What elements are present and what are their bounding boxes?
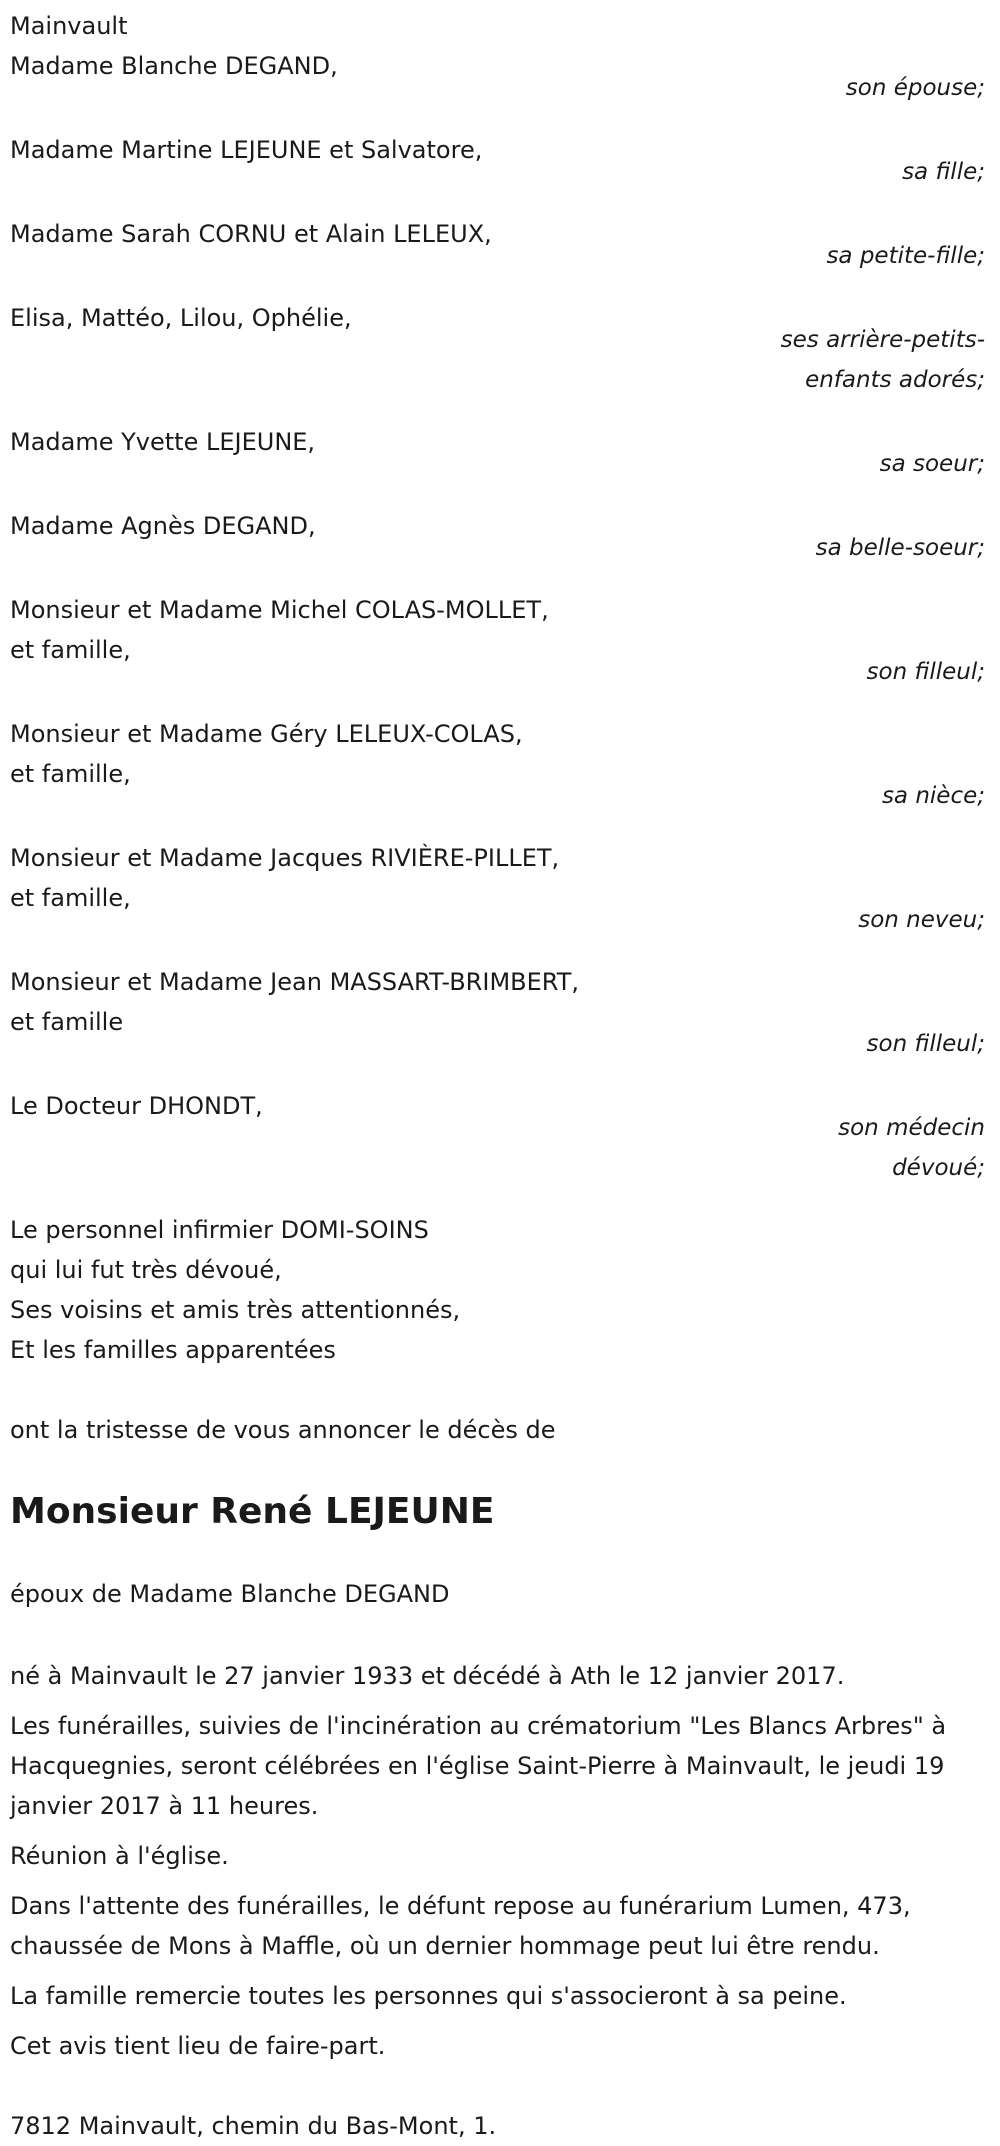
relative-role: sa belle-soeur;: [815, 535, 985, 561]
relative-row: [10, 590, 985, 692]
relative-name: Elisa, Mattéo, Lilou, Ophélie,: [10, 304, 352, 332]
relative-row: [10, 130, 985, 192]
relative-name: Madame Sarah CORNU et Alain LELEUX,: [10, 220, 492, 248]
detail-paragraph: Les funérailles, suivies de l'incinération au crématorium "Les Blancs Arbres" à Hacquegnies, seront célébrées en l'église Saint-Pierre à Mainvault, le jeudi 19 janvier 2017 à 11 heures.: [10, 1712, 947, 1820]
deceased-name: Monsieur René LEJEUNE: [10, 1491, 495, 1532]
spouse-line: époux de Madame Blanche DEGAND: [10, 1580, 450, 1608]
relative-name-line: Monsieur et Madame Jean MASSART-BRIMBERT,: [10, 968, 579, 996]
relative-row: [10, 714, 985, 816]
relative-row: [10, 214, 985, 276]
relative-row: [10, 46, 985, 108]
family-address: 7812 Mainvault, chemin du Bas-Mont, 1.: [10, 2112, 497, 2140]
other-mourner-line: Et les familles apparentées: [10, 1336, 336, 1364]
relative-name: Madame Martine LEJEUNE et Salvatore,: [10, 136, 483, 164]
relative-role: son épouse;: [845, 75, 985, 101]
relative-name: Madame Yvette LEJEUNE,: [10, 428, 316, 456]
relative-name-line: Monsieur et Madame Jacques RIVIÈRE-PILLET,: [10, 844, 560, 872]
relative-name: [10, 714, 755, 816]
relative-name: [10, 838, 755, 940]
relative-role: ses arrière-petits-enfants adorés;: [780, 327, 985, 393]
relative-name: [10, 962, 755, 1064]
relative-name-line: et famille: [10, 1008, 124, 1036]
relatives-list: [10, 46, 985, 1188]
relative-name-line: Monsieur et Madame Géry LELEUX-COLAS,: [10, 720, 523, 748]
relative-name: Madame Agnès DEGAND,: [10, 512, 316, 540]
relative-name-line: et famille,: [10, 760, 131, 788]
relative-name: Madame Blanche DEGAND,: [10, 52, 338, 80]
relative-name: Le Docteur DHONDT,: [10, 1092, 263, 1120]
other-mourner-line: qui lui fut très dévoué,: [10, 1256, 282, 1284]
funeral-details: [10, 1656, 985, 2066]
relative-row: [10, 422, 985, 484]
announcement-text: ont la tristesse de vous annoncer le décès de: [10, 1416, 556, 1444]
relative-name-line: et famille,: [10, 636, 131, 664]
relative-name: [10, 590, 755, 692]
other-mourners: [10, 1210, 985, 1370]
relative-name-line: et famille,: [10, 884, 131, 912]
other-mourner-line: Le personnel infirmier DOMI-SOINS: [10, 1216, 429, 1244]
detail-paragraph: La famille remercie toutes les personnes qui s'associeront à sa peine.: [10, 1982, 847, 2010]
relative-role: sa fille;: [902, 159, 985, 185]
relative-role: sa soeur;: [879, 451, 985, 477]
relative-row: [10, 1086, 985, 1188]
detail-paragraph: Réunion à l'église.: [10, 1842, 229, 1870]
relative-row: [10, 506, 985, 568]
detail-paragraph: Dans l'attente des funérailles, le défunt repose au funérarium Lumen, 473, chaussée de Mons à Maffle, où un dernier hommage peut lui être rendu.: [10, 1892, 911, 1960]
detail-paragraph: né à Mainvault le 27 janvier 1933 et décédé à Ath le 12 janvier 2017.: [10, 1662, 845, 1690]
other-mourner-line: Ses voisins et amis très attentionnés,: [10, 1296, 461, 1324]
relative-role: sa nièce;: [881, 783, 985, 809]
relative-role: son neveu;: [858, 907, 985, 933]
header-place: Mainvault: [10, 12, 128, 40]
relative-role: son médecin dévoué;: [838, 1115, 985, 1181]
obituary-notice: [10, 0, 985, 2146]
relative-row: [10, 962, 985, 1064]
detail-paragraph: Cet avis tient lieu de faire-part.: [10, 2032, 386, 2060]
relative-role: sa petite-fille;: [826, 243, 985, 269]
relative-row: [10, 838, 985, 940]
relative-role: son filleul;: [866, 1031, 985, 1057]
relative-row: [10, 298, 985, 400]
relative-role: son filleul;: [866, 659, 985, 685]
relative-name-line: Monsieur et Madame Michel COLAS-MOLLET,: [10, 596, 549, 624]
